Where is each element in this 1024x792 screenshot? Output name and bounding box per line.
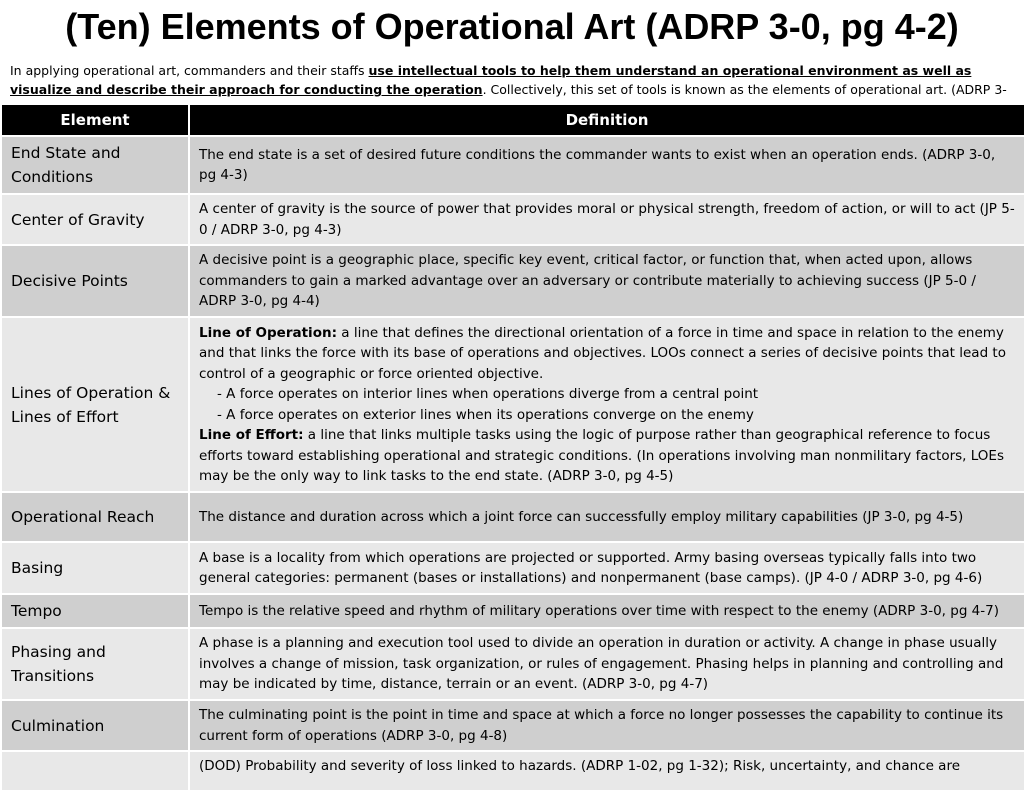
definition-cell: (DOD) Probability and severity of loss linked to hazards. (ADRP 1-02, pg 1-32); Risk, uncertainty, and chance are xyxy=(189,751,1024,791)
element-cell: Center of Gravity xyxy=(1,194,189,245)
definition-cell: The distance and duration across which a joint force can successfully employ military capabilities (JP 3-0, pg 4-5) xyxy=(189,492,1024,542)
definition-cell: Tempo is the relative speed and rhythm of military operations over time with respect to the enemy (ADRP 3-0, pg 4-7) xyxy=(189,594,1024,628)
exterior-lines-bullet: - A force operates on exterior lines when its operations converge on the enemy xyxy=(217,406,754,423)
intro-emphasis: use intellectual tools to help them understand an operational environment as well as visualize and describe their approach for conducting the operation xyxy=(10,63,972,97)
table-row xyxy=(1,751,1024,791)
element-cell: Culmination xyxy=(1,700,189,751)
table-row xyxy=(1,542,1024,594)
line-of-effort-paragraph xyxy=(199,425,1016,487)
table-row xyxy=(1,628,1024,700)
element-cell: End State and Conditions xyxy=(1,136,189,194)
table-row xyxy=(1,700,1024,751)
page-title: (Ten) Elements of Operational Art (ADRP 3-0, pg 4-2) xyxy=(65,6,959,47)
element-cell: Decisive Points xyxy=(1,245,189,317)
table-row xyxy=(1,492,1024,542)
definition-cell: The end state is a set of desired future conditions the commander wants to exist when an operation ends. (ADRP 3-0, pg 4-3) xyxy=(189,136,1024,194)
intro-text-after: . Collectively, this set of tools is known as the elements of operational art. (ADRP 3- xyxy=(482,82,1007,97)
element-cell xyxy=(1,751,189,791)
element-cell: Phasing and Transitions xyxy=(1,628,189,700)
element-cell: Lines of Operation & Lines of Effort xyxy=(1,317,189,492)
line-of-operation-text: a line that defines the directional orientation of a force in time and space in relation to the enemy and that links the force with its base of operations and objectives. LOOs connect a series of decisive points that lead to control of a geographic or force oriented objective. xyxy=(199,324,1006,382)
interior-lines-bullet: - A force operates on interior lines when operations diverge from a central point xyxy=(217,386,759,402)
table-row xyxy=(1,194,1024,245)
element-cell: Basing xyxy=(1,542,189,594)
table-row xyxy=(1,136,1024,194)
definition-cell xyxy=(189,317,1024,492)
table-header-row xyxy=(1,104,1024,136)
line-of-operation-paragraph xyxy=(199,323,1016,385)
header-definition: Definition xyxy=(189,104,1024,136)
header-element: Element xyxy=(1,104,189,136)
definition-cell: The culminating point is the point in time and space at which a force no longer possesses the capability to continue its current form of operations (ADRP 3-0, pg 4-8) xyxy=(189,700,1024,751)
definition-cell: A base is a locality from which operations are projected or supported. Army basing overseas typically falls into two general categories: permanent (bases or installations) and nonpermanent (base camps). (JP 4-0 / ADRP 3-0, pg 4-6) xyxy=(189,542,1024,594)
line-of-operation-term: Line of Operation: xyxy=(199,324,337,341)
definition-cell: A center of gravity is the source of power that provides moral or physical strength, freedom of action, or will to act (JP 5-0 / ADRP 3-0, pg 4-3) xyxy=(189,194,1024,245)
element-cell: Operational Reach xyxy=(1,492,189,542)
intro-text-before: In applying operational art, commanders and their staffs xyxy=(10,63,369,78)
table-row xyxy=(1,245,1024,317)
definition-cell: A phase is a planning and execution tool used to divide an operation in duration or activity. A change in phase usually involves a change of mission, task organization, or rules of engagement. Phasing helps in planning and controlling and may be indicated by time, distance, terrain or an event. (ADRP 3-0, pg 4-7) xyxy=(189,628,1024,700)
element-cell: Tempo xyxy=(1,594,189,628)
elements-table xyxy=(0,103,1024,792)
definition-cell: A decisive point is a geographic place, specific key event, critical factor, or function that, when acted upon, allows commanders to gain a marked advantage over an adversary or contribute materially to achieving success (JP 5-0 / ADRP 3-0, pg 4-4) xyxy=(189,245,1024,317)
table-row xyxy=(1,317,1024,492)
table-row xyxy=(1,594,1024,628)
line-of-effort-term: Line of Effort: xyxy=(199,427,304,443)
line-of-effort-text: a line that links multiple tasks using the logic of purpose rather than geographical reference to focus efforts toward establishing operational and strategic conditions. (In operations involving man nonmilitary factors, LOEs may be the only way to link tasks to the end state. (ADRP 3-0, pg 4-5) xyxy=(199,427,1004,484)
